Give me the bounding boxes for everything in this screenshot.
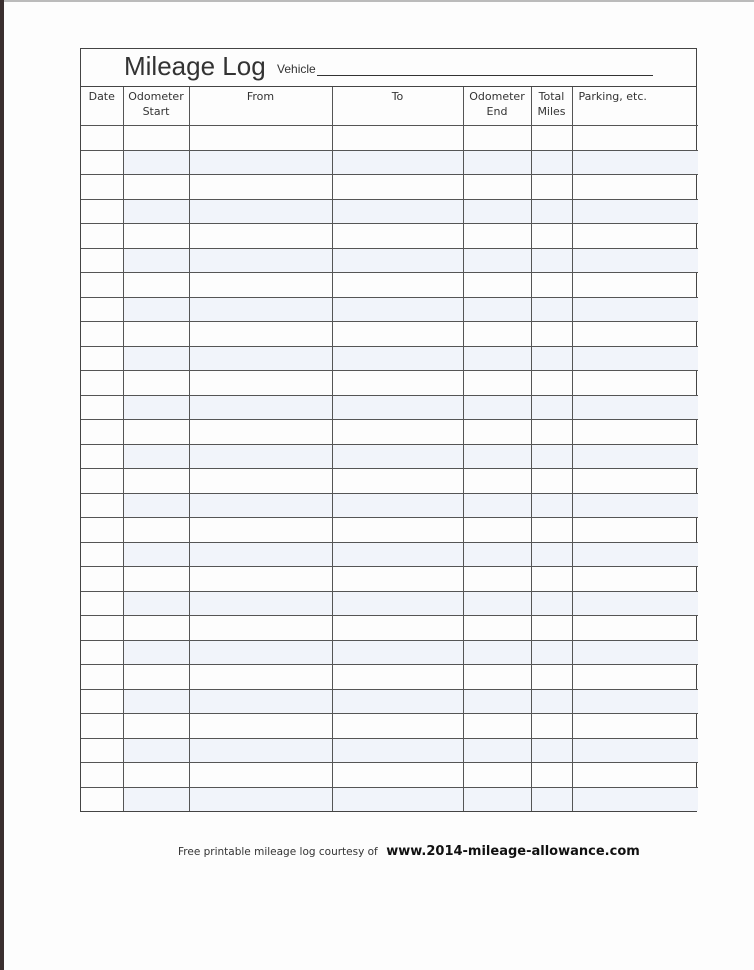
cell-parking-etc[interactable] (572, 175, 698, 200)
cell-from[interactable] (189, 469, 332, 494)
cell-parking-etc[interactable] (572, 371, 698, 396)
cell-total-miles[interactable] (531, 763, 572, 788)
cell-parking-etc[interactable] (572, 346, 698, 371)
cell-total-miles[interactable] (531, 420, 572, 445)
cell-odometer-end[interactable] (463, 444, 531, 469)
cell-total-miles[interactable] (531, 518, 572, 543)
table-row (81, 542, 698, 567)
table-row (81, 616, 698, 641)
cell-to[interactable] (332, 787, 463, 811)
cell-to[interactable] (332, 518, 463, 543)
cell-from[interactable] (189, 175, 332, 200)
log-table (81, 87, 698, 811)
cell-parking-etc[interactable] (572, 297, 698, 322)
table-row (81, 371, 698, 396)
cell-date[interactable] (81, 444, 123, 469)
cell-odometer-start[interactable] (123, 273, 189, 298)
cell-odometer-start[interactable] (123, 199, 189, 224)
cell-odometer-end[interactable] (463, 787, 531, 811)
cell-odometer-start[interactable] (123, 493, 189, 518)
cell-parking-etc[interactable] (572, 126, 698, 151)
cell-total-miles[interactable] (531, 126, 572, 151)
footer-text: Free printable mileage log courtesy of (178, 846, 378, 858)
table-row (81, 591, 698, 616)
cell-odometer-end[interactable] (463, 199, 531, 224)
table-row (81, 640, 698, 665)
cell-total-miles[interactable] (531, 714, 572, 739)
cell-total-miles[interactable] (531, 787, 572, 811)
cell-odometer-end[interactable] (463, 322, 531, 347)
table-row (81, 714, 698, 739)
cell-total-miles[interactable] (531, 640, 572, 665)
cell-odometer-end[interactable] (463, 150, 531, 175)
cell-parking-etc[interactable] (572, 738, 698, 763)
vehicle-field[interactable] (317, 75, 653, 76)
table-row (81, 150, 698, 175)
header-row (81, 87, 698, 126)
cell-total-miles[interactable] (531, 199, 572, 224)
cell-parking-etc[interactable] (572, 469, 698, 494)
cell-to[interactable] (332, 126, 463, 151)
cell-date[interactable] (81, 175, 123, 200)
cell-odometer-start[interactable] (123, 371, 189, 396)
cell-from[interactable] (189, 738, 332, 763)
cell-parking-etc[interactable] (572, 493, 698, 518)
cell-from[interactable] (189, 714, 332, 739)
cell-odometer-end[interactable] (463, 567, 531, 592)
cell-date[interactable] (81, 787, 123, 811)
cell-odometer-start[interactable] (123, 518, 189, 543)
table-row (81, 273, 698, 298)
cell-from[interactable] (189, 395, 332, 420)
cell-date[interactable] (81, 248, 123, 273)
cell-odometer-start[interactable] (123, 567, 189, 592)
table-row (81, 689, 698, 714)
cell-total-miles[interactable] (531, 224, 572, 249)
scan-left-edge (0, 0, 4, 970)
cell-date[interactable] (81, 395, 123, 420)
cell-to[interactable] (332, 395, 463, 420)
cell-odometer-end[interactable] (463, 665, 531, 690)
cell-to[interactable] (332, 763, 463, 788)
cell-to[interactable] (332, 714, 463, 739)
cell-parking-etc[interactable] (572, 224, 698, 249)
cell-parking-etc[interactable] (572, 763, 698, 788)
cell-odometer-end[interactable] (463, 469, 531, 494)
table-row (81, 763, 698, 788)
cell-to[interactable] (332, 689, 463, 714)
column-header-total-miles: Total Miles (531, 87, 572, 126)
cell-odometer-end[interactable] (463, 616, 531, 641)
cell-odometer-end[interactable] (463, 273, 531, 298)
cell-from[interactable] (189, 665, 332, 690)
cell-odometer-start[interactable] (123, 248, 189, 273)
cell-parking-etc[interactable] (572, 689, 698, 714)
cell-total-miles[interactable] (531, 665, 572, 690)
cell-from[interactable] (189, 150, 332, 175)
cell-odometer-start[interactable] (123, 787, 189, 811)
cell-from[interactable] (189, 518, 332, 543)
cell-date[interactable] (81, 714, 123, 739)
cell-date[interactable] (81, 591, 123, 616)
cell-from[interactable] (189, 616, 332, 641)
cell-from[interactable] (189, 787, 332, 811)
cell-to[interactable] (332, 444, 463, 469)
cell-from[interactable] (189, 493, 332, 518)
cell-parking-etc[interactable] (572, 150, 698, 175)
cell-date[interactable] (81, 126, 123, 151)
cell-odometer-start[interactable] (123, 224, 189, 249)
cell-date[interactable] (81, 150, 123, 175)
cell-parking-etc[interactable] (572, 787, 698, 811)
table-row (81, 444, 698, 469)
column-header-from: From (189, 87, 332, 126)
cell-odometer-end[interactable] (463, 175, 531, 200)
cell-odometer-start[interactable] (123, 616, 189, 641)
cell-odometer-start[interactable] (123, 689, 189, 714)
cell-from[interactable] (189, 199, 332, 224)
table-row (81, 126, 698, 151)
table-row (81, 567, 698, 592)
cell-total-miles[interactable] (531, 493, 572, 518)
cell-odometer-end[interactable] (463, 371, 531, 396)
cell-parking-etc[interactable] (572, 199, 698, 224)
cell-total-miles[interactable] (531, 567, 572, 592)
cell-odometer-end[interactable] (463, 346, 531, 371)
cell-date[interactable] (81, 689, 123, 714)
cell-from[interactable] (189, 763, 332, 788)
cell-odometer-start[interactable] (123, 395, 189, 420)
cell-to[interactable] (332, 199, 463, 224)
cell-odometer-start[interactable] (123, 591, 189, 616)
cell-odometer-end[interactable] (463, 763, 531, 788)
table-row (81, 738, 698, 763)
cell-odometer-start[interactable] (123, 175, 189, 200)
cell-to[interactable] (332, 420, 463, 445)
cell-date[interactable] (81, 616, 123, 641)
cell-parking-etc[interactable] (572, 567, 698, 592)
cell-date[interactable] (81, 640, 123, 665)
cell-to[interactable] (332, 616, 463, 641)
cell-from[interactable] (189, 567, 332, 592)
table-row (81, 248, 698, 273)
cell-odometer-end[interactable] (463, 689, 531, 714)
table-row (81, 420, 698, 445)
cell-parking-etc[interactable] (572, 420, 698, 445)
cell-to[interactable] (332, 493, 463, 518)
cell-total-miles[interactable] (531, 175, 572, 200)
cell-odometer-start[interactable] (123, 346, 189, 371)
column-header-odometer-end: Odometer End (463, 87, 531, 126)
cell-to[interactable] (332, 322, 463, 347)
table-row (81, 518, 698, 543)
cell-from[interactable] (189, 444, 332, 469)
cell-from[interactable] (189, 689, 332, 714)
table-row (81, 469, 698, 494)
cell-date[interactable] (81, 567, 123, 592)
cell-date[interactable] (81, 420, 123, 445)
cell-to[interactable] (332, 469, 463, 494)
cell-date[interactable] (81, 763, 123, 788)
cell-to[interactable] (332, 542, 463, 567)
table-row (81, 493, 698, 518)
cell-date[interactable] (81, 665, 123, 690)
cell-total-miles[interactable] (531, 371, 572, 396)
table-row (81, 175, 698, 200)
cell-parking-etc[interactable] (572, 444, 698, 469)
column-header-odometer-start: Odometer Start (123, 87, 189, 126)
cell-parking-etc[interactable] (572, 714, 698, 739)
cell-to[interactable] (332, 175, 463, 200)
cell-odometer-end[interactable] (463, 591, 531, 616)
cell-parking-etc[interactable] (572, 665, 698, 690)
cell-odometer-end[interactable] (463, 640, 531, 665)
cell-parking-etc[interactable] (572, 591, 698, 616)
table-row (81, 199, 698, 224)
cell-date[interactable] (81, 346, 123, 371)
cell-total-miles[interactable] (531, 297, 572, 322)
cell-parking-etc[interactable] (572, 542, 698, 567)
cell-to[interactable] (332, 297, 463, 322)
cell-date[interactable] (81, 469, 123, 494)
cell-total-miles[interactable] (531, 738, 572, 763)
cell-parking-etc[interactable] (572, 395, 698, 420)
cell-odometer-end[interactable] (463, 297, 531, 322)
cell-from[interactable] (189, 542, 332, 567)
cell-to[interactable] (332, 224, 463, 249)
cell-odometer-start[interactable] (123, 444, 189, 469)
cell-total-miles[interactable] (531, 591, 572, 616)
cell-date[interactable] (81, 493, 123, 518)
cell-total-miles[interactable] (531, 150, 572, 175)
cell-from[interactable] (189, 297, 332, 322)
table-row (81, 787, 698, 811)
cell-from[interactable] (189, 273, 332, 298)
cell-odometer-start[interactable] (123, 150, 189, 175)
cell-odometer-end[interactable] (463, 714, 531, 739)
cell-total-miles[interactable] (531, 542, 572, 567)
cell-from[interactable] (189, 371, 332, 396)
table-row (81, 322, 698, 347)
cell-total-miles[interactable] (531, 444, 572, 469)
cell-odometer-start[interactable] (123, 126, 189, 151)
cell-date[interactable] (81, 738, 123, 763)
vehicle-label: Vehicle (277, 62, 316, 76)
cell-odometer-start[interactable] (123, 738, 189, 763)
cell-total-miles[interactable] (531, 322, 572, 347)
cell-to[interactable] (332, 567, 463, 592)
column-header-parking-etc: Parking, etc. (572, 87, 698, 126)
cell-odometer-end[interactable] (463, 518, 531, 543)
cell-date[interactable] (81, 322, 123, 347)
cell-odometer-end[interactable] (463, 420, 531, 445)
cell-from[interactable] (189, 420, 332, 445)
scan-top-edge (0, 0, 754, 2)
cell-to[interactable] (332, 738, 463, 763)
title-bar (81, 49, 696, 87)
cell-odometer-start[interactable] (123, 322, 189, 347)
cell-to[interactable] (332, 591, 463, 616)
cell-from[interactable] (189, 224, 332, 249)
cell-to[interactable] (332, 665, 463, 690)
cell-total-miles[interactable] (531, 616, 572, 641)
cell-odometer-end[interactable] (463, 224, 531, 249)
cell-total-miles[interactable] (531, 469, 572, 494)
cell-from[interactable] (189, 640, 332, 665)
cell-parking-etc[interactable] (572, 518, 698, 543)
cell-odometer-start[interactable] (123, 665, 189, 690)
cell-odometer-start[interactable] (123, 714, 189, 739)
cell-date[interactable] (81, 518, 123, 543)
cell-to[interactable] (332, 273, 463, 298)
cell-odometer-end[interactable] (463, 126, 531, 151)
cell-parking-etc[interactable] (572, 616, 698, 641)
column-header-to: To (332, 87, 463, 126)
cell-date[interactable] (81, 199, 123, 224)
cell-to[interactable] (332, 346, 463, 371)
cell-odometer-start[interactable] (123, 420, 189, 445)
cell-odometer-end[interactable] (463, 493, 531, 518)
cell-date[interactable] (81, 542, 123, 567)
cell-odometer-start[interactable] (123, 297, 189, 322)
cell-odometer-start[interactable] (123, 542, 189, 567)
cell-odometer-start[interactable] (123, 640, 189, 665)
cell-date[interactable] (81, 371, 123, 396)
table-row (81, 346, 698, 371)
cell-to[interactable] (332, 248, 463, 273)
cell-odometer-end[interactable] (463, 738, 531, 763)
cell-from[interactable] (189, 322, 332, 347)
cell-total-miles[interactable] (531, 273, 572, 298)
footer-url[interactable]: www.2014-mileage-allowance.com (386, 844, 640, 859)
cell-to[interactable] (332, 640, 463, 665)
cell-total-miles[interactable] (531, 689, 572, 714)
cell-parking-etc[interactable] (572, 640, 698, 665)
cell-total-miles[interactable] (531, 346, 572, 371)
column-header-date: Date (81, 87, 123, 126)
cell-odometer-start[interactable] (123, 469, 189, 494)
cell-parking-etc[interactable] (572, 273, 698, 298)
cell-date[interactable] (81, 297, 123, 322)
cell-parking-etc[interactable] (572, 322, 698, 347)
form-title: Mileage Log (124, 51, 266, 81)
cell-from[interactable] (189, 346, 332, 371)
cell-from[interactable] (189, 591, 332, 616)
cell-date[interactable] (81, 224, 123, 249)
cell-to[interactable] (332, 371, 463, 396)
cell-total-miles[interactable] (531, 248, 572, 273)
footer (178, 842, 640, 860)
mileage-log-form (80, 48, 697, 812)
cell-from[interactable] (189, 248, 332, 273)
table-row (81, 297, 698, 322)
table-row (81, 224, 698, 249)
cell-parking-etc[interactable] (572, 248, 698, 273)
cell-odometer-end[interactable] (463, 542, 531, 567)
cell-odometer-start[interactable] (123, 763, 189, 788)
table-row (81, 395, 698, 420)
cell-from[interactable] (189, 126, 332, 151)
cell-total-miles[interactable] (531, 395, 572, 420)
cell-date[interactable] (81, 273, 123, 298)
cell-to[interactable] (332, 150, 463, 175)
cell-odometer-end[interactable] (463, 395, 531, 420)
cell-odometer-end[interactable] (463, 248, 531, 273)
table-row (81, 665, 698, 690)
